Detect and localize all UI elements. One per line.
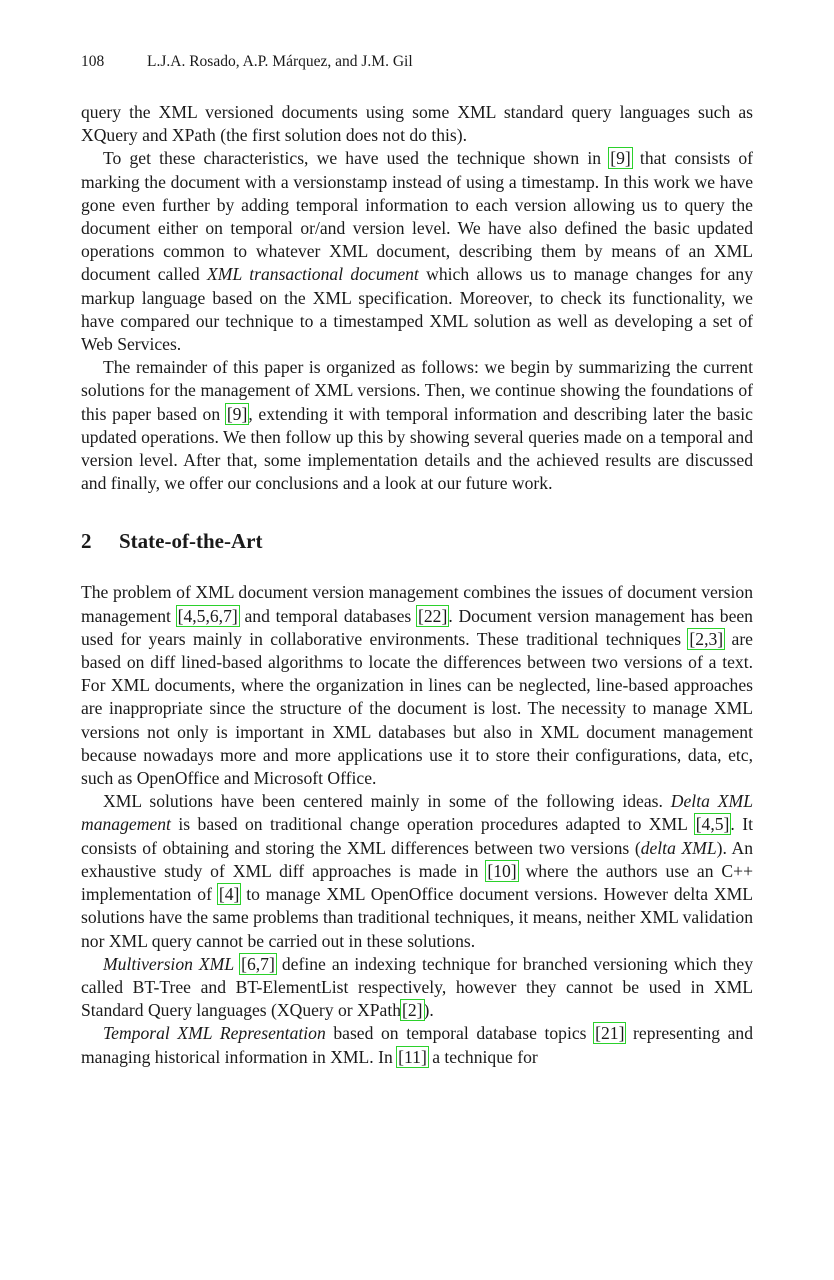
- paragraph-text: . Document version management has been used for years mainly in collaborative environments. These traditional techniques: [81, 605, 753, 649]
- paragraph-text: which allows us to manage changes for any markup language based on the XML specification. Moreover, to check its functionality, we have compared our technique to a timestamped XML solution as well as developing a set of Web Services.: [81, 264, 753, 355]
- paragraph-text: and temporal databases: [238, 605, 417, 626]
- section-number: 2: [81, 529, 92, 554]
- paragraph-text: The remainder of this paper is organized as follows: we begin by summarizing the current solutions for the management of XML versions. Then, we continue showing the foundations of this paper based on: [81, 357, 753, 424]
- paragraph-text: The problem of XML document version management combines the issues of document version management: [81, 582, 753, 626]
- paragraph-1: [81, 101, 753, 147]
- paragraph-text: a technique for: [427, 1046, 538, 1067]
- paragraph-7: [81, 1022, 753, 1068]
- citation-link-4-7[interactable]: [4,5,6,7]: [177, 605, 238, 626]
- citation-link-2-3[interactable]: [2,3]: [689, 628, 724, 649]
- citation-link-9[interactable]: [9]: [610, 148, 631, 169]
- paragraph-text: is based on traditional change operation procedures adapted to XML: [170, 814, 695, 835]
- paragraph-5: [81, 790, 753, 952]
- paper-page: [81, 50, 753, 1069]
- emphasis-text: Temporal XML Representation: [103, 1023, 326, 1044]
- paragraph-text: , extending it with temporal information and describing later the basic updated operations. We then follow up this by showing several queries made on a temporal and version level. After that, some implementation details and the achieved results are discussed and finally, we offer our conclusions and a look at our future work.: [81, 403, 753, 494]
- paragraph-text: To get these characteristics, we have used the technique shown in: [103, 148, 610, 169]
- citation-link-6-7[interactable]: [6,7]: [241, 953, 275, 974]
- emphasis-text: Multiversion XML: [103, 953, 235, 974]
- paragraph-text: define an indexing technique for branched versioning which they called BT-Tree and BT-ElementList respectively, however they cannot be used in XML Standard Query languages (XQuery or XPath: [81, 953, 753, 1021]
- citation-link-4-5[interactable]: [4,5]: [695, 814, 730, 835]
- section-title: State-of-the-Art: [119, 529, 263, 554]
- page-number: 108: [81, 53, 105, 70]
- paragraph-text: XML solutions have been centered mainly in some of the following ideas.: [103, 791, 671, 812]
- citation-link-22[interactable]: [22]: [418, 605, 448, 626]
- paragraph-6: [81, 953, 753, 1023]
- section-heading: [81, 527, 753, 555]
- emphasis-text: Delta XML management: [81, 791, 753, 835]
- paragraph-text: where the authors use an C++ implementation of: [81, 860, 754, 905]
- paragraph-text: that consists of marking the document with a versionstamp instead of using a timestamp. In this work we have gone even further by adding temporal information to each version allowing us to query the document either on temporal or/and version level. We have also defined the basic updated operations common to whatever XML document, describing them by means of an XML document called: [81, 148, 754, 285]
- citation-link-11[interactable]: [11]: [398, 1046, 427, 1067]
- citation-link-9[interactable]: [9]: [226, 403, 248, 424]
- paragraph-text: based on temporal database topics: [325, 1023, 595, 1044]
- paragraph-text: representing and managing historical information in XML. In: [81, 1023, 753, 1067]
- paragraph-text: to manage XML OpenOffice document versions. However delta XML solutions have the same problems than traditional techniques, it means, neither XML validation nor XML query cannot be carried out in these solutions.: [81, 884, 753, 951]
- citation-link-2[interactable]: [2]: [402, 1000, 423, 1021]
- author-list: L.J.A. Rosado, A.P. Márquez, and J.M. Gil: [147, 53, 413, 70]
- emphasis-text: delta XML: [640, 837, 717, 858]
- running-head: [81, 50, 753, 74]
- paragraph-3: [81, 356, 753, 495]
- paragraph-text: ).: [423, 1000, 434, 1021]
- citation-link-21[interactable]: [21]: [595, 1023, 625, 1044]
- paragraph-4: [81, 581, 753, 790]
- emphasis-text: XML transactional document: [207, 264, 419, 285]
- citation-link-10[interactable]: [10]: [487, 860, 517, 881]
- paragraph-text: query the XML versioned documents using some XML standard query languages such as XQuery and XPath (the first solution does not do this).: [81, 102, 753, 146]
- paragraph-text: are based on diff lined-based algorithms to locate the differences between two versions of a text. For XML documents, where the organization in lines can be neglected, line-based approaches are inappropriate since the structure of the document is lost. The necessity to manage XML versions not only is important in XML databases but also in XML document management because nowadays more and more applications use it to store their configurations, data, etc, such as OpenOffice and Microsoft Office.: [81, 628, 753, 789]
- paragraph-text: . It consists of obtaining and storing the XML differences between two versions (: [81, 814, 753, 858]
- citation-link-4[interactable]: [4]: [218, 884, 240, 905]
- paragraph-text: ). An exhaustive study of XML diff approaches is made in: [81, 837, 754, 881]
- paragraph-2: [81, 147, 753, 356]
